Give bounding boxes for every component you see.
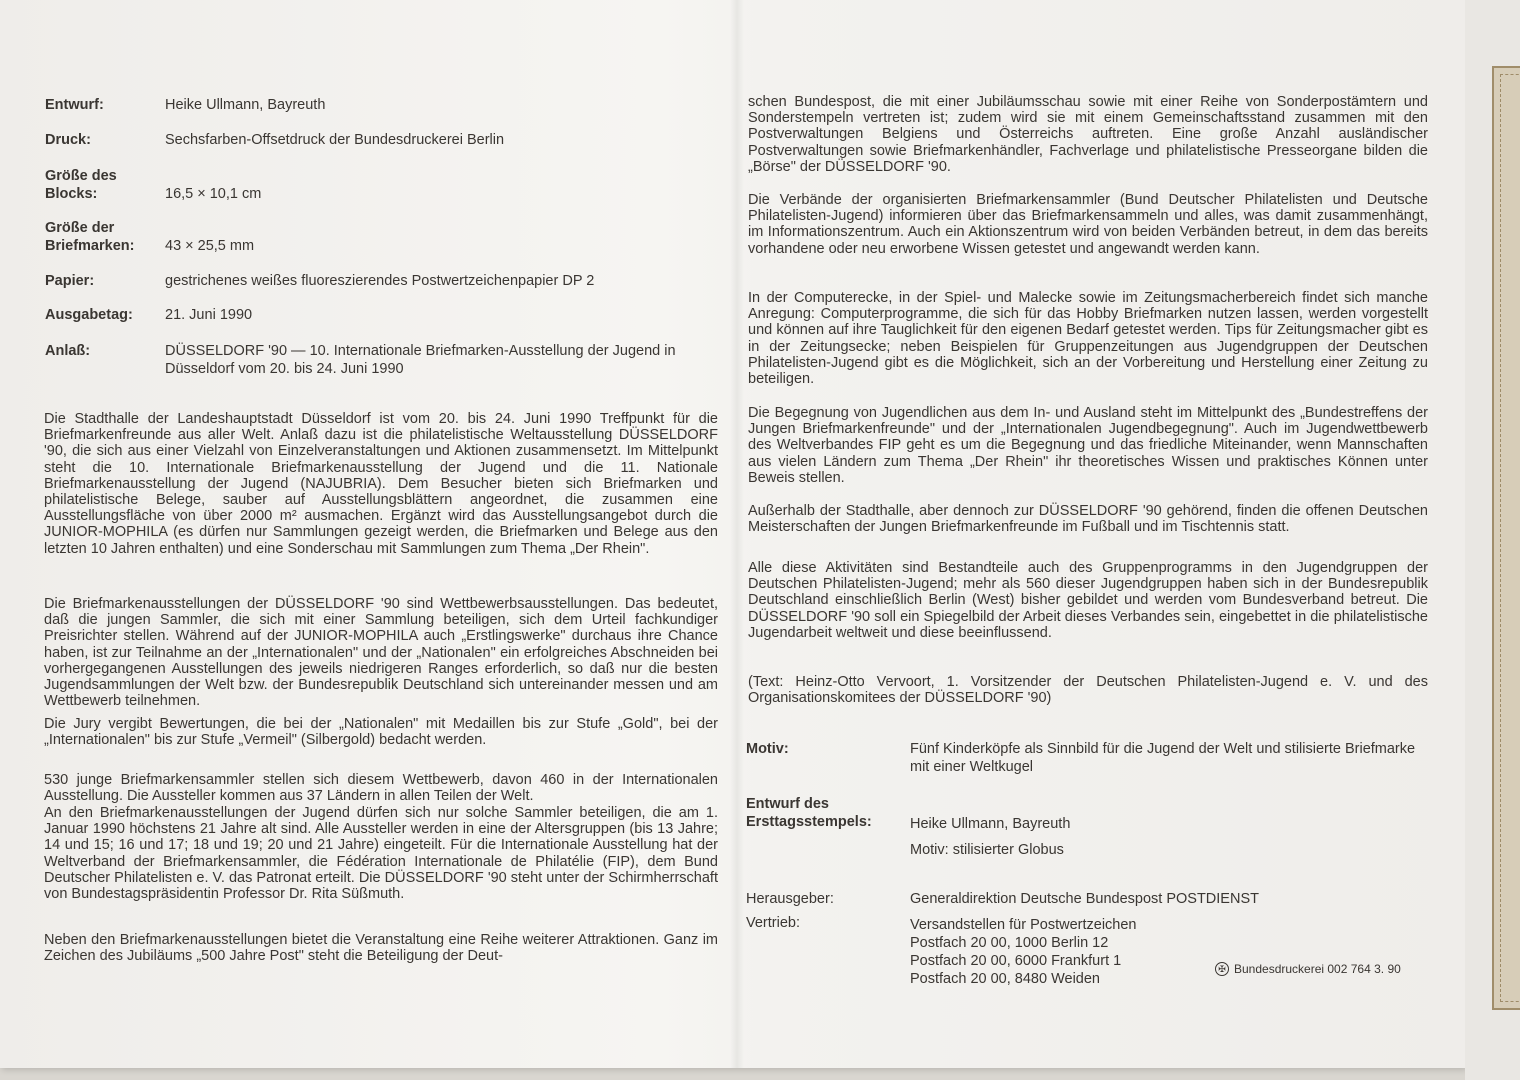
vertrieb-label: Vertrieb: [746, 915, 800, 931]
stempel-value: Heike Ullmann, Bayreuth [910, 816, 1071, 832]
herausgeber-label: Herausgeber: [746, 891, 834, 907]
vertrieb-line: Versandstellen für Postwertzeichen [910, 917, 1137, 933]
body-paragraph: Die Briefmarkenausstellungen der DÜSSELDORF '90 sind Wettbewerbsausstellungen. Das bedeutet, daß die jungen Sammler, die sich mit einer Sammlung beteiligen, sich dem Urteil fachkundiger Preisrichter stellen. Während auf der JUNIOR-MOPHILA auch „Erstlingswerke" durchaus ihre Chance haben, ist zur Teilnahme an der „Internationalen" und der „Nationalen" ein erfolgreiches Abschneiden bei vorhergegangenen Ausstellungen des jeweils niedrigeren Ranges erforderlich, so daß nur die besten Jugendsammlungen der Welt bzw. der Bundesrepublik Deutschland sich untereinander messen und am Wettbewerb teilnehmen. [44, 596, 718, 710]
spec-value: Sechsfarben-Offsetdruck der Bundesdruckerei Berlin [165, 132, 505, 148]
vertrieb-line: Postfach 20 00, 8480 Weiden [910, 971, 1100, 987]
spec-value: 43 × 25,5 mm [165, 238, 255, 254]
text-credit: (Text: Heinz-Otto Vervoort, 1. Vorsitzender der Deutschen Philatelisten-Jugend e. V. und des Organisationskomitees der DÜSSELDORF '90) [748, 674, 1428, 707]
spec-label: Größe der Briefmarken: [45, 220, 135, 254]
bundesdruckerei-logo-icon: ✠ [1215, 962, 1229, 976]
vertrieb-line: Postfach 20 00, 6000 Frankfurt 1 [910, 953, 1122, 969]
spec-value: gestrichenes weißes fluoreszierendes Postwertzeichenpapier DP 2 [165, 273, 595, 289]
body-paragraph: Die Verbände der organisierten Briefmarkensammler (Bund Deutscher Philatelisten und Deutsche Philatelisten-Jugend) informieren über das Briefmarkensammeln und alles, was damit zusammenhängt, im Informationszentrum. Auch ein Aktionszentrum wird von beiden Verbänden betreut, in dem das bereits vorhandene oder neu erworbene Wissen getestet und angewandt werden kann. [748, 192, 1428, 257]
vertrieb-line: Postfach 20 00, 1000 Berlin 12 [910, 935, 1109, 951]
spec-value: DÜSSELDORF '90 — 10. Internationale Briefmarken-Ausstellung der Jugend in Düsseldorf vom 20. bis 24. Juni 1990 [165, 343, 676, 377]
spec-label: Anlaß: [45, 343, 91, 359]
body-paragraph: Außerhalb der Stadthalle, aber dennoch zur DÜSSELDORF '90 gehörend, finden die offenen Deutschen Meisterschaften der Jungen Briefmarkenfreunde im Fußball und im Tischtennis statt. [748, 503, 1428, 536]
body-paragraph: An den Briefmarkenausstellungen der Jugend dürfen sich nur solche Sammler beteiligen, die am 1. Januar 1990 höchstens 21 Jahre alt sind. Alle Aussteller werden in eine der Altersgruppen (bis 13 Jahre; 14 und 15; 16 und 17; 18 und 19; 20 und 21 Jahre) eingeteilt. Für die Internationale Ausstellung hat der Weltverband der Briefmarkensammler, die Fédération Internationale de Philatélie (FIP), dem Bund Deutscher Philatelisten e. V. das Patronat erteilt. Die DÜSSELDORF '90 steht unter der Schirmherrschaft von Bundestagspräsidentin Professor Dr. Rita Süßmuth. [44, 805, 718, 903]
motiv-value: Fünf Kinderköpfe als Sinnbild für die Jugend der Welt und stilisierte Briefmarke mit einer Weltkugel [910, 741, 1416, 775]
body-paragraph: Die Jury vergibt Bewertungen, die bei der „Nationalen" mit Medaillen bis zur Stufe „Gold", bei der „Internationalen" bis zur Stufe „Vermeil" (Silbergold) bedacht werden. [44, 716, 718, 749]
spec-label: Druck: [45, 132, 91, 148]
spec-value: 21. Juni 1990 [165, 307, 253, 323]
decorative-border [1492, 66, 1520, 1010]
body-paragraph: In der Computerecke, in der Spiel- und Malecke sowie im Zeitungsmacherbereich findet sich manche Anregung: Computerprogramme, die sich für das Hobby Briefmarken nutzen lassen, werden vorgestellt und können auf ihre Tauglichkeit für den eigenen Bedarf getestet werden. Tips für Zeitungsmacher gibt es in der Zeitungsecke; neben Beispielen für Gruppenzeitungen aus Jugendgruppen der Deutschen Philatelisten-Jugend gibt es die Möglichkeit, sich an der Vorbereitung und Herstellung einer Zeitung zu beteiligen. [748, 290, 1428, 388]
body-paragraph: Alle diese Aktivitäten sind Bestandteile auch des Gruppenprogramms in den Jugendgruppen der Deutschen Philatelisten-Jugend; mehr als 560 dieser Jugendgruppen haben sich in der Bundesrepublik Deutschland einschließlich Berlin (West) bisher gebildet und werden vom Bundesverband betreut. Die DÜSSELDORF '90 soll ein Spiegelbild der Arbeit dieses Verbandes sein, eingebettet in die philatelistische Jugendarbeit weltweit und diese beeinflussend. [748, 560, 1428, 641]
printer-imprint [1215, 962, 1401, 976]
stempel-motiv: Motiv: stilisierter Globus [910, 842, 1064, 858]
spec-value: 16,5 × 10,1 cm [165, 186, 262, 202]
body-paragraph: Neben den Briefmarkenausstellungen bietet die Veranstaltung eine Reihe weiterer Attraktionen. Ganz im Zeichen des Jubiläums „500 Jahre Post" steht die Beteiligung der Deut- [44, 932, 718, 965]
spec-label: Entwurf: [45, 97, 104, 113]
decorative-border-inner [1500, 74, 1520, 1002]
spec-value: Heike Ullmann, Bayreuth [165, 97, 326, 113]
spec-label: Papier: [45, 273, 95, 289]
stempel-label: Entwurf des Ersttagsstempels: [746, 796, 872, 830]
body-paragraph: Die Begegnung von Jugendlichen aus dem In- und Ausland steht im Mittelpunkt des „Bundestreffens der Jungen Briefmarkenfreunde" und der „Internationalen Jugendbegegnung". Auch im Jugendwettbewerb des Weltverbandes FIP geht es um die Begegnung und das friedliche Miteinander, wenn Mannschaften aus vielen Ländern zum Thema „Der Rhein" ihr theoretisches Wissen und praktisches Können unter Beweis stellen. [748, 405, 1428, 486]
body-paragraph: schen Bundespost, die mit einer Jubiläumsschau sowie mit einer Reihe von Sonderpostämtern und Sonderstempeln vertreten ist; zudem wird sie mit einem Gemeinschaftsstand zusammen mit den Postverwaltungen Belgiens und Österreichs auftreten. Eine große Anzahl ausländischer Postverwaltungen sowie Briefmarkenhändler, Fachverlage und philatelistische Presseorgane bilden die „Börse" der DÜSSELDORF '90. [748, 94, 1428, 175]
motiv-label: Motiv: [746, 741, 789, 757]
page-fold [730, 0, 744, 1068]
spec-label: Ausgabetag: [45, 307, 133, 323]
body-paragraph: Die Stadthalle der Landeshauptstadt Düsseldorf ist vom 20. bis 24. Juni 1990 Treffpunkt für die Briefmarkenfreunde aus aller Welt. Anlaß dazu ist die philatelistische Weltausstellung DÜSSELDORF '90, die sich aus einer Vielzahl von Einzelveranstaltungen und Aktionen zusammensetzt. Im Mittelpunkt steht die 10. Internationale Briefmarkenausstellung der Jugend und die 11. Nationale Briefmarkenausstellung der Jugend (NAJUBRIA). Dem Besucher bieten sich Briefmarken und philatelistische Belege, sauber auf Ausstellungsblättern angeordnet, die zusammen eine Ausstellungsfläche von über 2000 m² ausmachen. Ergänzt wird das Ausstellungsangebot durch die JUNIOR-MOPHILA (es dürfen nur Sammlungen gezeigt werden, die Briefmarken und Belege aus den letzten 10 Jahren enthalten) und eine Sonderschau mit Sammlungen zum Thema „Der Rhein". [44, 411, 718, 557]
imprint-text: Bundesdruckerei 002 764 3. 90 [1234, 962, 1401, 976]
spec-label: Größe des Blocks: [45, 168, 117, 202]
herausgeber-value: Generaldirektion Deutsche Bundespost POSTDIENST [910, 891, 1259, 907]
body-paragraph: 530 junge Briefmarkensammler stellen sich diesem Wettbewerb, davon 460 in der Internationalen Ausstellung. Die Aussteller kommen aus 37 Ländern in allen Teilen der Welt. [44, 772, 718, 805]
